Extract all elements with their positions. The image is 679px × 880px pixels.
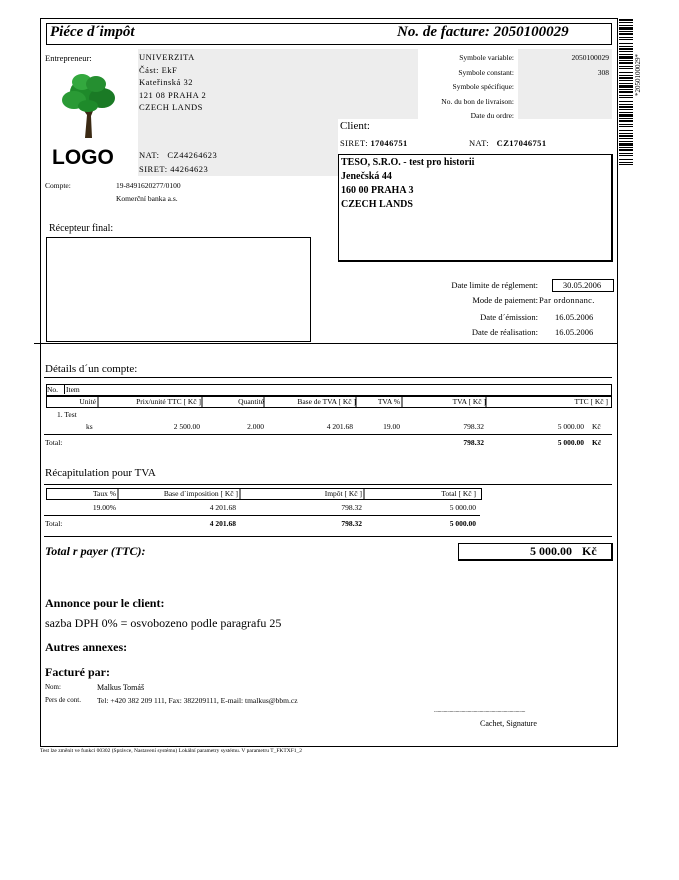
barcode-bar bbox=[619, 62, 633, 64]
address-line: Kateřinská 32 bbox=[139, 77, 193, 87]
recap-total-total: 5 000.00 bbox=[449, 519, 476, 528]
barcode-bar bbox=[619, 89, 633, 90]
footer-note: Test lze změnit ve funkci 00302 (Správce, Nastavení systému) Lokální parametry systému. V parametru T_FKTXF1_2 bbox=[40, 748, 303, 754]
announcement-title: Annonce pour le client: bbox=[45, 596, 165, 610]
barcode-bar bbox=[619, 48, 633, 50]
details-row-base: 4 201.68 bbox=[326, 422, 353, 431]
details-row-price: 2 500.00 bbox=[173, 422, 200, 431]
barcode-bar bbox=[619, 51, 633, 52]
details-title: Détails d´un compte: bbox=[45, 363, 138, 375]
details-total-label: Total: bbox=[45, 438, 63, 447]
details-rule bbox=[44, 377, 612, 378]
variable-symbol-value: 2050100029 bbox=[571, 53, 609, 62]
grand-total-rule bbox=[44, 536, 612, 537]
details-col-ttc: TTC [ Kč ] bbox=[574, 397, 608, 406]
details-header-divider bbox=[64, 384, 65, 394]
barcode-bar bbox=[619, 27, 633, 30]
barcode-bar bbox=[619, 75, 633, 76]
barcode-bar bbox=[619, 56, 633, 59]
details-col-item: Item bbox=[66, 385, 80, 394]
barcode-bar bbox=[619, 109, 633, 110]
due-date-label: Date limite de réglement: bbox=[451, 280, 538, 290]
recap-col-rate: Taux % bbox=[92, 489, 116, 498]
barcode-bar bbox=[619, 155, 633, 156]
recap-title: Récapitulation pour TVA bbox=[45, 467, 156, 479]
barcode-bar bbox=[619, 31, 633, 32]
barcode-bar bbox=[619, 80, 633, 81]
client-label: Client: bbox=[340, 120, 370, 132]
barcode-bar bbox=[619, 25, 633, 26]
recap-row-tax: 798.32 bbox=[341, 503, 362, 512]
details-col-base: Base de TVA [ Kč ] bbox=[297, 397, 356, 406]
client-address-line: Jenečská 44 bbox=[341, 171, 392, 182]
order-date-label: Date du ordre: bbox=[470, 111, 514, 120]
client-address bbox=[341, 156, 474, 212]
nat-value: CZ44264623 bbox=[167, 150, 218, 160]
account-label: Compte: bbox=[45, 181, 71, 190]
document-title: Piéce d´impôt bbox=[50, 24, 135, 40]
client-address-line: 160 00 PRAHA 3 bbox=[341, 185, 414, 196]
invoiced-by-contact-label: Pers de cont. bbox=[45, 696, 81, 704]
issue-date-label: Date d´émission: bbox=[480, 312, 538, 322]
barcode-bar bbox=[619, 138, 633, 139]
issue-date-value: 16.05.2006 bbox=[555, 312, 594, 322]
realization-date-value: 16.05.2006 bbox=[555, 327, 594, 337]
recap-col-base: Base d´imposition [ Kč ] bbox=[163, 489, 238, 498]
barcode-bar bbox=[619, 72, 633, 73]
recap-rule bbox=[44, 484, 612, 485]
barcode-bar bbox=[619, 33, 633, 35]
barcode-bar bbox=[619, 118, 633, 119]
nat-label: NAT: bbox=[139, 150, 160, 160]
signature-label: Cachet, Signature bbox=[480, 719, 537, 728]
recap-total-rule bbox=[44, 515, 480, 516]
variable-symbol-label: Symbole variable: bbox=[459, 53, 514, 62]
barcode-bar bbox=[619, 120, 633, 122]
section-divider bbox=[34, 343, 617, 344]
details-col-vat: TVA [ Kč ] bbox=[452, 397, 486, 406]
payment-mode-value: Par ordonnanc. bbox=[539, 295, 595, 305]
address-line: Část: EkF bbox=[139, 64, 178, 75]
specific-symbol-label: Symbole spécifique: bbox=[452, 82, 514, 91]
address-line: 121 08 PRAHA 2 bbox=[139, 89, 207, 100]
barcode-bar bbox=[619, 77, 633, 79]
invoice-label: No. de facture: bbox=[397, 24, 490, 40]
barcode-bar bbox=[619, 133, 633, 134]
details-total-vat: 798.32 bbox=[463, 438, 484, 447]
grand-total-label: Total r payer (TTC): bbox=[45, 544, 146, 558]
barcode-bar bbox=[619, 130, 633, 131]
recap-row-base: 4 201.68 bbox=[209, 503, 236, 512]
barcode-bar bbox=[619, 37, 633, 38]
recap-total-label: Total: bbox=[45, 519, 63, 528]
details-row-currency: Kč bbox=[592, 422, 601, 431]
details-row-vat: 798.32 bbox=[463, 422, 484, 431]
details-total-ttc: 5 000.00 bbox=[557, 438, 584, 447]
barcode-bar bbox=[619, 135, 633, 137]
invoiced-by-contact: Tel: +420 382 209 111, Fax: 382209111, E-mail: tmalkus@bbm.cz bbox=[97, 696, 298, 705]
details-col-unit: Unité bbox=[79, 397, 96, 406]
client-siret bbox=[340, 138, 408, 148]
barcode-bar bbox=[619, 159, 633, 160]
entrepreneur-label: Entrepreneur: bbox=[45, 53, 92, 63]
client-address-line: CZECH LANDS bbox=[341, 199, 413, 210]
details-header-item-box bbox=[46, 384, 612, 396]
delivery-note-label: No. du bon de livraison: bbox=[441, 96, 514, 106]
barcode-bar bbox=[619, 126, 633, 127]
details-row-unit: ks bbox=[86, 422, 93, 431]
barcode-bar bbox=[619, 149, 633, 151]
siret-value: 44264623 bbox=[170, 164, 209, 174]
details-row-name: 1. Test bbox=[57, 410, 77, 419]
barcode-bar bbox=[619, 114, 633, 117]
barcode-bar bbox=[619, 106, 633, 108]
recap-total-tax: 798.32 bbox=[341, 519, 362, 528]
details-row-ttc: 5 000.00 bbox=[557, 422, 584, 431]
client-nat bbox=[469, 138, 546, 148]
annexes-title: Autres annexes: bbox=[45, 640, 128, 654]
barcode-bar bbox=[619, 104, 633, 105]
barcode-bar bbox=[619, 164, 633, 165]
invoice-number: 2050100029 bbox=[493, 24, 569, 40]
due-date-value: 30.05.2006 bbox=[562, 280, 602, 290]
barcode-bar bbox=[619, 60, 633, 61]
entrepreneur-nat bbox=[139, 150, 217, 160]
barcode-bar bbox=[619, 101, 633, 102]
constant-symbol-value: 308 bbox=[597, 67, 609, 77]
recap-col-total: Total [ Kč ] bbox=[441, 489, 476, 498]
details-total-currency: Kč bbox=[592, 438, 602, 447]
barcode-bar bbox=[619, 66, 633, 67]
barcode-bar bbox=[619, 39, 633, 40]
bank-name: Komerční banka a.s. bbox=[116, 194, 178, 203]
details-header-dividers bbox=[46, 396, 610, 407]
barcode-bar bbox=[619, 147, 633, 148]
entrepreneur-address bbox=[139, 51, 206, 114]
grand-total-value: 5 000.00 bbox=[530, 544, 572, 558]
details-row-vat-rate: 19.00 bbox=[383, 422, 400, 431]
siret-label: SIRET: bbox=[139, 164, 168, 174]
barcode-bar bbox=[619, 43, 633, 44]
barcode-bar bbox=[619, 68, 633, 69]
barcode-bar bbox=[619, 85, 633, 88]
client-nat-label: NAT: bbox=[469, 138, 490, 148]
barcode-bar bbox=[619, 22, 633, 23]
barcode bbox=[619, 19, 633, 165]
address-line: UNIVERZITA bbox=[139, 52, 195, 62]
grand-total-currency: Kč bbox=[582, 544, 597, 558]
signature-line: ............................................................................ bbox=[434, 708, 526, 714]
recap-col-tax: Impôt [ Kč ] bbox=[324, 489, 362, 498]
barcode-bar bbox=[619, 19, 633, 21]
details-row-qty: 2.000 bbox=[247, 422, 264, 431]
invoiced-by-name-label: Nom: bbox=[45, 683, 61, 691]
barcode-bar bbox=[619, 97, 633, 98]
barcode-bar bbox=[619, 95, 633, 96]
details-col-qty: Quantité bbox=[238, 397, 264, 406]
invoice-number-heading bbox=[397, 24, 569, 41]
details-col-no: No. bbox=[47, 385, 59, 394]
details-col-price: Prix/unité TTC [ Kč ] bbox=[136, 397, 201, 406]
payment-mode-label: Mode de paiement: bbox=[472, 295, 538, 305]
barcode-bar bbox=[619, 46, 633, 47]
recap-total-base: 4 201.68 bbox=[209, 519, 236, 528]
receiver-box bbox=[46, 237, 311, 342]
barcode-bar bbox=[619, 91, 633, 93]
barcode-bar bbox=[619, 162, 633, 163]
receiver-label: Récepteur final: bbox=[49, 223, 114, 234]
invoiced-by-title: Facturé par: bbox=[45, 665, 110, 679]
client-nat-value: CZ17046751 bbox=[496, 138, 547, 148]
recap-row-total: 5 000.00 bbox=[449, 503, 476, 512]
barcode-text: *2050100029* bbox=[634, 54, 642, 96]
announcement-text: sazba DPH 0% = osvobozeno podle paragrafu 25 bbox=[45, 616, 282, 630]
barcode-bar bbox=[619, 112, 633, 113]
barcode-graphic bbox=[619, 19, 633, 165]
entrepreneur-siret bbox=[139, 164, 208, 174]
barcode-bar bbox=[619, 83, 633, 84]
symbols-values bbox=[520, 51, 609, 80]
address-line: CZECH LANDS bbox=[139, 102, 203, 112]
barcode-bar bbox=[619, 141, 633, 142]
constant-symbol-label: Symbole constant: bbox=[458, 67, 514, 77]
client-address-line: TESO, S.R.O. - test pro historii bbox=[341, 157, 475, 168]
realization-date-label: Date de réalisation: bbox=[471, 327, 538, 337]
barcode-bar bbox=[619, 143, 633, 146]
invoiced-by-name: Malkus Tomáš bbox=[97, 683, 145, 692]
barcode-bar bbox=[619, 153, 633, 154]
client-siret-label: SIRET: bbox=[340, 138, 368, 148]
barcode-bar bbox=[619, 54, 633, 55]
logo-text: LOGO bbox=[52, 146, 114, 169]
recap-row-rate: 19.00% bbox=[92, 503, 116, 512]
barcode-bar bbox=[619, 124, 633, 125]
details-total-rule bbox=[44, 434, 612, 435]
details-col-vat-rate: TVA % bbox=[377, 397, 400, 406]
client-siret-value: 17046751 bbox=[370, 138, 408, 148]
account-number: 19-8491620277/0100 bbox=[116, 181, 181, 190]
tree-logo-icon bbox=[58, 70, 118, 145]
symbols-labels bbox=[380, 51, 514, 124]
